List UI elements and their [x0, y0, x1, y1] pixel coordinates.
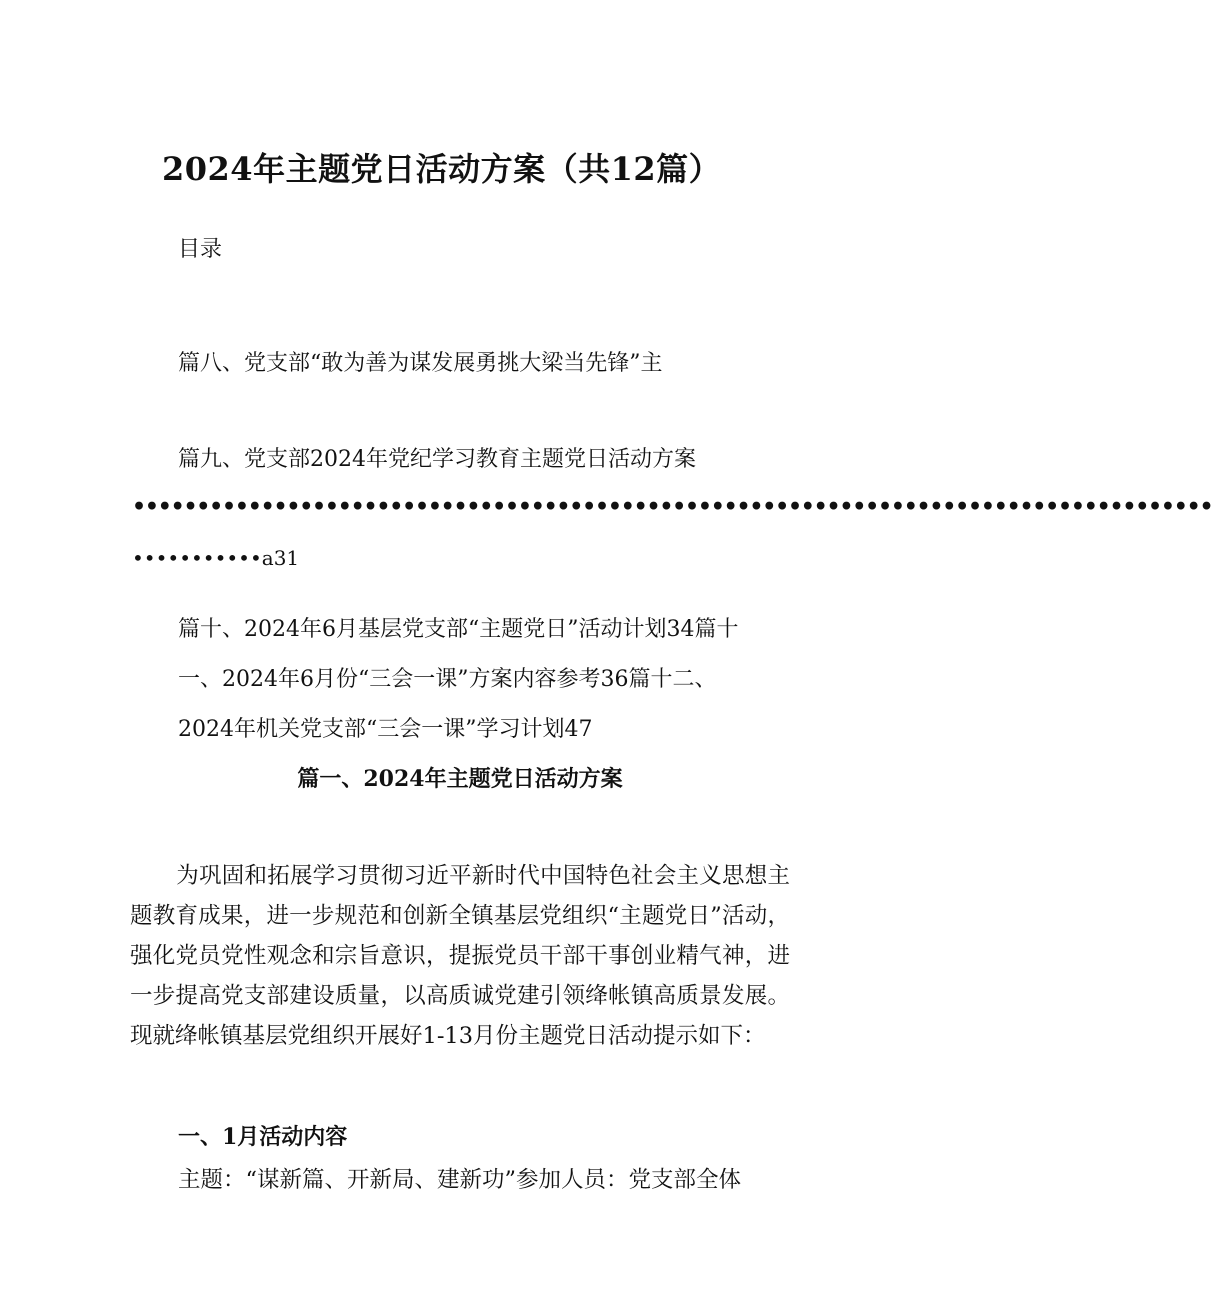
subheading-january: 一、1月活动内容: [178, 1124, 348, 1150]
section-heading: 篇一、2024年主题党日活动方案: [297, 766, 623, 792]
toc-entry-8: 篇八、党支部“敢为善为谋发展勇挑大梁当先锋”主: [178, 351, 663, 376]
intro-paragraph: [130, 856, 790, 1056]
toc-leader-dots: ••••••••••••••••••••••••••••••••••••••••••••••••••••••••••••••••••••••••••••••••••••: [132, 494, 1212, 520]
document-title: 2024年主题党日活动方案（共12篇）: [162, 150, 722, 188]
intro-paragraph-text: 为巩固和拓展学习贯彻习近平新时代中国特色社会主义思想主题教育成果，进一步规范和创新全镇基层党组织“主题党日”活动，强化党员党性观念和宗旨意识，提振党员干部干事创业精气神，进一步提高党支部建设质量，以高质诚党建引领绛帐镇高质景发展。现就绛帐镇基层党组织开展好1-13月份主题党日活动提示如下：: [130, 863, 790, 1049]
toc-entry-10: 篇十、2024年6月基层党支部“主题党日”活动计划34篇十: [178, 617, 739, 642]
january-theme-line: 主题：“谋新篇、开新局、建新功”参加人员：党支部全体: [178, 1167, 742, 1193]
toc-entry-9: 篇九、党支部2024年党纪学习教育主题党日活动方案: [178, 447, 696, 472]
toc-leader-page-ref: •••••••••••a31: [132, 546, 300, 570]
toc-label: 目录: [178, 237, 223, 262]
toc-entry-12: 2024年机关党支部“三会一课”学习计划47: [178, 717, 593, 742]
toc-entry-11: 一、2024年6月份“三会一课”方案内容参考36篇十二、: [178, 667, 717, 692]
